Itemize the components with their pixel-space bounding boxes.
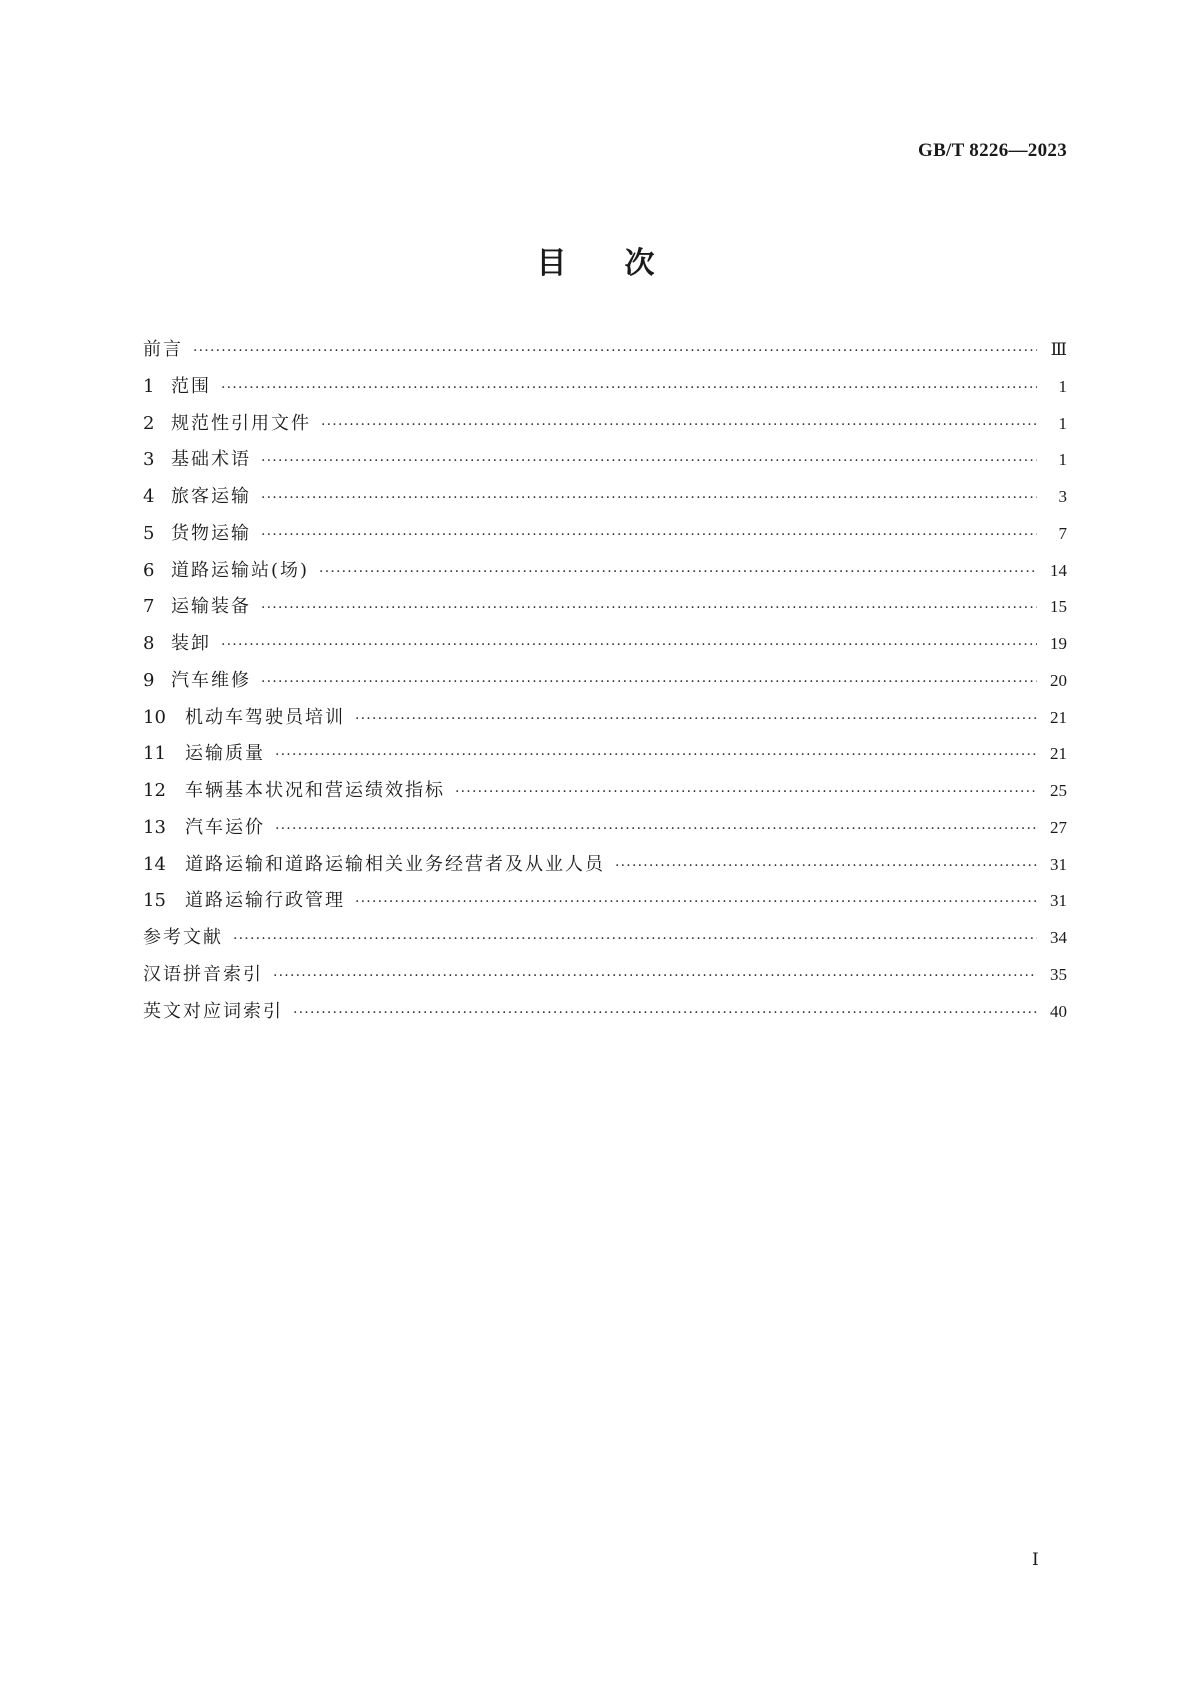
toc-entry[interactable]: [143, 669, 1067, 706]
toc-entry[interactable]: [143, 1000, 1067, 1037]
toc-entry-label: 车辆基本状况和营运绩效指标: [185, 780, 445, 801]
toc-entry[interactable]: [143, 779, 1067, 816]
toc-entry-label: 范围: [171, 375, 211, 397]
toc-entry-page: 3: [1058, 487, 1067, 506]
toc-entry-page: 34: [1050, 928, 1067, 947]
toc-entry-number: 6: [143, 559, 155, 581]
toc-title: 目次: [536, 246, 713, 281]
dot-leader: [355, 890, 1037, 914]
toc-entry-label: 基础术语: [171, 449, 251, 471]
toc-entry-number: 1: [143, 375, 155, 397]
dot-leader: [273, 964, 1037, 988]
table-of-contents: [143, 338, 1067, 1036]
toc-entry-page: 21: [1050, 744, 1067, 764]
dot-leader: [261, 596, 1037, 620]
toc-entry-label: 道路运输站(场): [171, 559, 310, 581]
toc-entry-number: 3: [143, 449, 155, 471]
dot-leader: [319, 560, 1037, 584]
toc-entry-label: 运输装备: [171, 596, 251, 618]
toc-entry-label: 货物运输: [171, 522, 251, 544]
toc-entry-page: 31: [1050, 854, 1067, 874]
dot-leader: [275, 817, 1037, 841]
toc-entry-label: 参考文献: [143, 927, 223, 948]
dot-leader: [261, 449, 1037, 473]
dot-leader: [321, 413, 1037, 437]
toc-entry-number: 2: [143, 412, 155, 434]
toc-entry-label: 英文对应词索引: [143, 1000, 283, 1022]
page-number: Ⅰ: [1032, 1550, 1039, 1569]
toc-entry[interactable]: [143, 412, 1067, 449]
toc-entry[interactable]: [143, 963, 1067, 1000]
toc-entry[interactable]: [143, 559, 1067, 596]
toc-entry[interactable]: [143, 632, 1067, 669]
dot-leader: [233, 927, 1037, 951]
toc-entry-number: 11: [143, 743, 166, 765]
toc-entry-page: 20: [1050, 670, 1067, 690]
toc-entry[interactable]: [143, 595, 1067, 632]
toc-entry[interactable]: [143, 706, 1067, 743]
toc-entry[interactable]: [143, 448, 1067, 485]
toc-entry-label: 机动车驾驶员培训: [185, 706, 345, 728]
toc-entry-number: 8: [143, 633, 155, 654]
toc-entry-page: 19: [1050, 634, 1067, 653]
toc-entry-page: 31: [1050, 891, 1067, 911]
toc-entry-label: 旅客运输: [171, 486, 251, 507]
dot-leader: [261, 670, 1037, 694]
toc-entry-label: 汽车维修: [171, 669, 251, 691]
toc-entry[interactable]: [143, 338, 1067, 375]
toc-entry-page: Ⅲ: [1050, 340, 1067, 359]
toc-entry-label: 汉语拼音索引: [143, 963, 263, 985]
toc-entry[interactable]: [143, 816, 1067, 853]
dot-leader: [261, 486, 1037, 510]
toc-entry-label: 道路运输和道路运输相关业务经营者及从业人员: [185, 853, 605, 875]
toc-entry[interactable]: [143, 742, 1067, 779]
toc-entry-number: 13: [143, 816, 166, 838]
toc-entry-label: 运输质量: [185, 743, 265, 765]
dot-leader: [293, 1001, 1037, 1025]
toc-entry[interactable]: [143, 375, 1067, 412]
toc-entry[interactable]: [143, 926, 1067, 963]
toc-entry-label: 汽车运价: [185, 816, 265, 838]
toc-entry-page: 35: [1050, 964, 1067, 984]
toc-entry-label: 道路运输行政管理: [185, 890, 345, 912]
toc-entry-number: 4: [143, 486, 155, 507]
dot-leader: [455, 780, 1037, 804]
toc-entry-number: 15: [143, 890, 166, 912]
toc-entry[interactable]: [143, 853, 1067, 890]
toc-entry-number: 10: [143, 706, 166, 728]
toc-entry-page: 40: [1050, 1001, 1067, 1021]
toc-entry-page: 7: [1058, 523, 1067, 543]
toc-entry-number: 5: [143, 522, 155, 544]
toc-entry-page: 15: [1050, 597, 1067, 617]
standard-number: GB/T 8226—2023: [917, 140, 1067, 161]
toc-entry[interactable]: [143, 485, 1067, 522]
dot-leader: [275, 743, 1037, 767]
toc-entry-number: 9: [143, 669, 155, 691]
toc-entry-label: 装卸: [171, 633, 211, 654]
dot-leader: [221, 633, 1037, 657]
dot-leader: [355, 707, 1037, 731]
toc-entry-number: 7: [143, 596, 155, 618]
toc-entry-page: 1: [1058, 376, 1067, 396]
dot-leader: [193, 339, 1037, 363]
toc-entry[interactable]: [143, 522, 1067, 559]
dot-leader: [221, 376, 1037, 400]
toc-entry-label: 规范性引用文件: [171, 412, 311, 434]
dot-leader: [615, 854, 1037, 878]
toc-entry-page: 21: [1050, 707, 1067, 727]
toc-entry-page: 25: [1050, 781, 1067, 800]
toc-entry-page: 14: [1050, 560, 1067, 580]
toc-entry[interactable]: [143, 889, 1067, 926]
toc-entry-page: 1: [1058, 450, 1067, 470]
toc-entry-label: 前言: [143, 339, 183, 360]
toc-entry-number: 14: [143, 853, 166, 875]
toc-entry-page: 27: [1050, 817, 1067, 837]
toc-entry-number: 12: [143, 780, 166, 801]
dot-leader: [261, 523, 1037, 547]
toc-entry-page: 1: [1058, 413, 1067, 433]
